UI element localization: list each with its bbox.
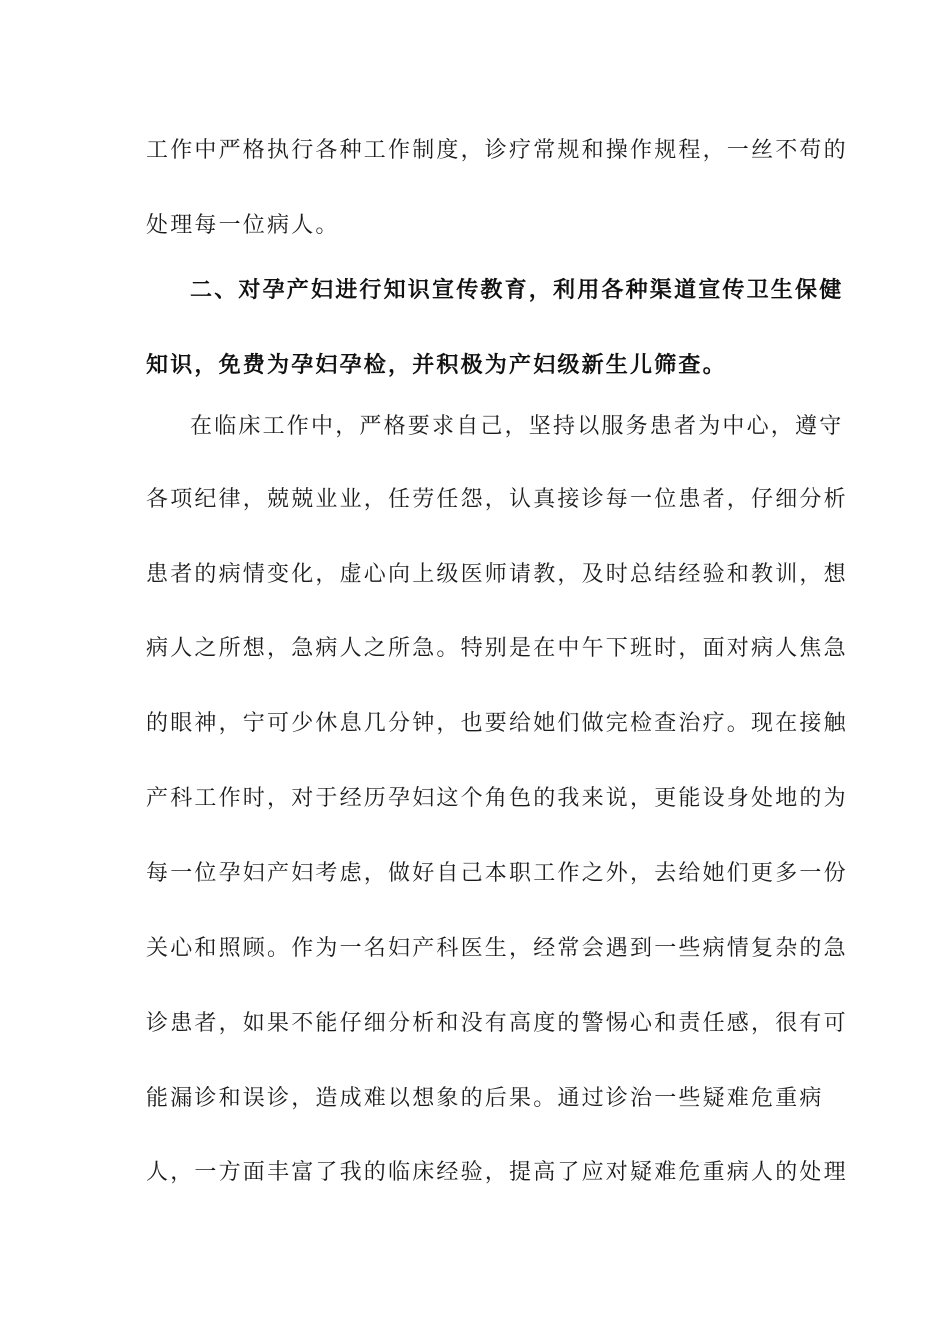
body-text-line: 诊患者，如果不能仔细分析和没有高度的警惕心和责任感，很有可 [146,1011,848,1036]
body-text-line: 工作中严格执行各种工作制度，诊疗常规和操作规程，一丝不苟的 [146,138,848,163]
body-text-line: 各项纪律，兢兢业业，任劳任怨，认真接诊每一位患者，仔细分析 [146,487,848,512]
body-text-line: 在临床工作中，严格要求自己，坚持以服务患者为中心，遵守 [190,414,844,439]
body-text-line: 关心和照顾。作为一名妇产科医生，经常会遇到一些病情复杂的急 [146,936,848,961]
body-text-line: 人，一方面丰富了我的临床经验，提高了应对疑难危重病人的处理 [146,1160,848,1185]
body-text-line: 产科工作时，对于经历孕妇这个角色的我来说，更能设身处地的为 [146,786,848,811]
section-heading-line: 二、对孕产妇进行知识宣传教育，利用各种渠道宣传卫生保健 [190,278,844,303]
section-heading-line: 知识，免费为孕妇孕检，并积极为产妇级新生儿筛查。 [146,353,727,378]
body-text-line: 处理每一位病人。 [146,213,340,238]
body-text-line: 病人之所想，急病人之所急。特别是在中午下班时，面对病人焦急 [146,636,848,661]
body-text-line: 患者的病情变化，虚心向上级医师请教，及时总结经验和教训，想 [146,562,848,587]
body-text-line: 每一位孕妇产妇考虑，做好自己本职工作之外，去给她们更多一份 [146,861,848,886]
body-text-line: 的眼神，宁可少休息几分钟，也要给她们做完检查治疗。现在接触 [146,711,848,736]
body-text-line: 能漏诊和误诊，造成难以想象的后果。通过诊治一些疑难危重病 [146,1086,824,1111]
